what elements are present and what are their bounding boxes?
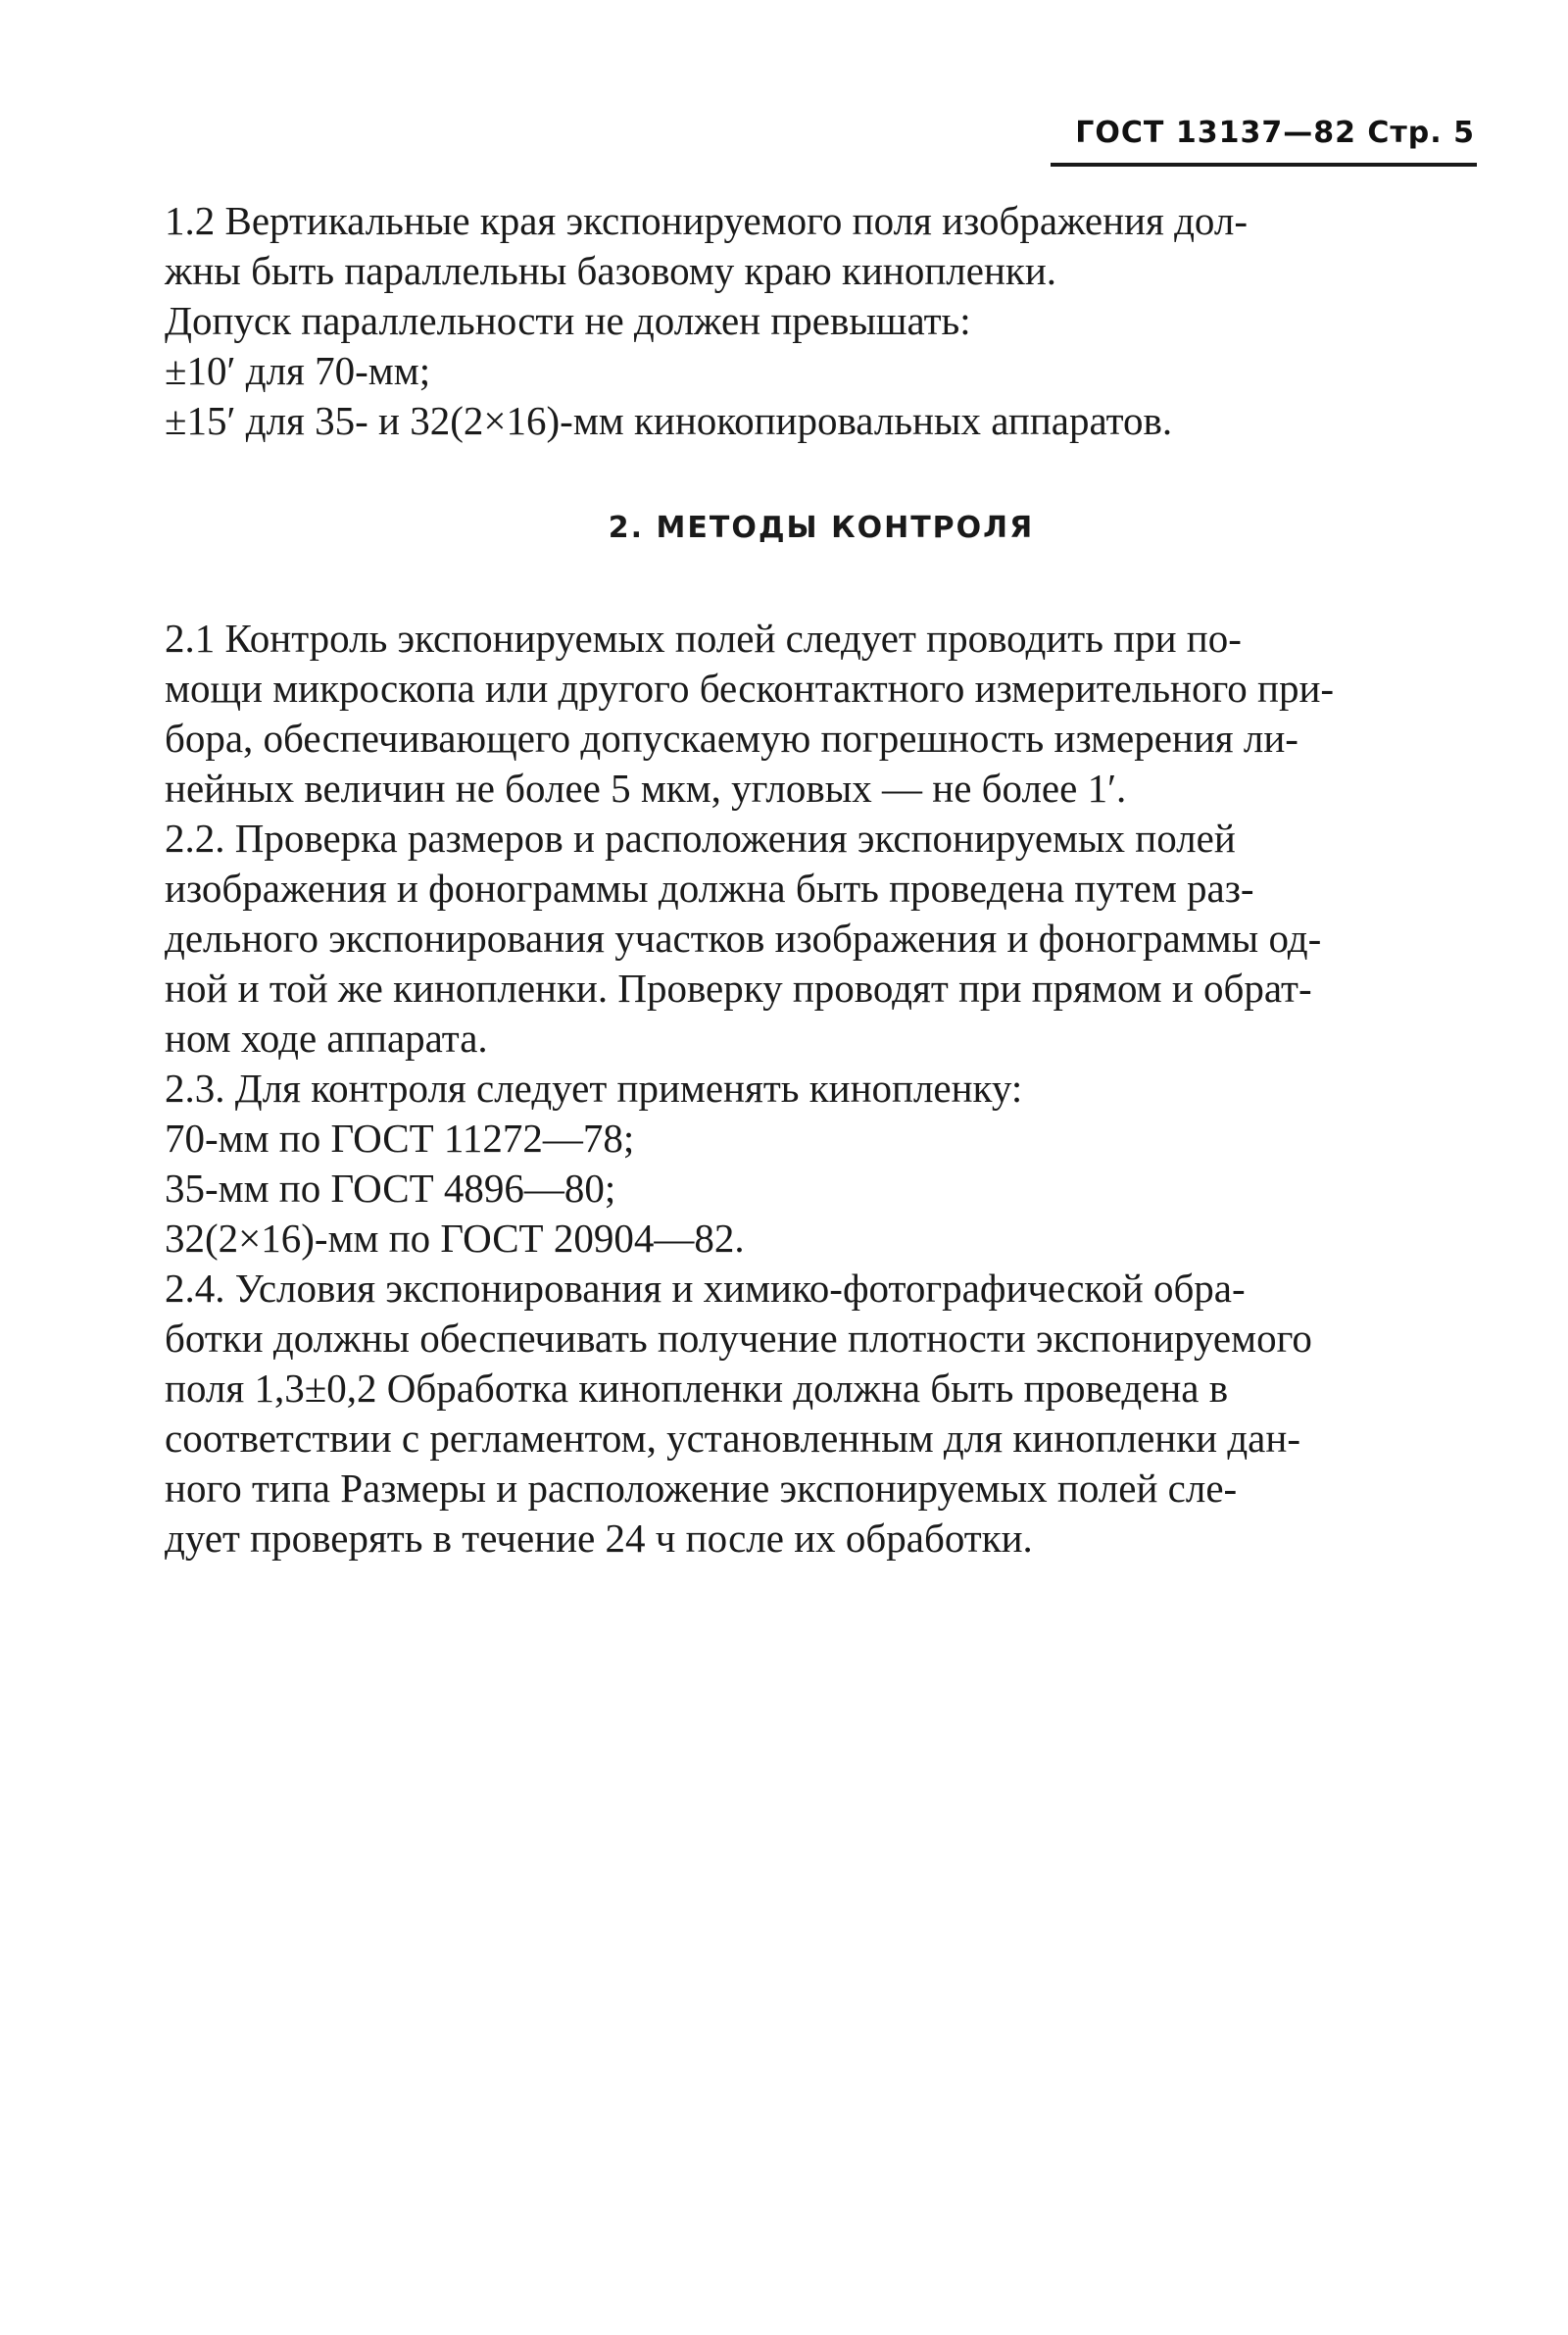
- text-line: 2.2. Проверка размеров и расположения экспонируемых полей: [165, 816, 1236, 861]
- text-line: 1.2 Вертикальные края экспонируемого поля изображения дол-: [165, 198, 1248, 243]
- paragraph-2-4: [165, 1264, 1478, 1564]
- text-line: соответствии с регламентом, установленным для кинопленки дан-: [165, 1416, 1300, 1461]
- text-line: нейных величин не более 5 мкм, угловых — не более 1′.: [165, 766, 1127, 811]
- text-line: дует проверять в течение 24 ч после их обработки.: [165, 1515, 1033, 1561]
- section-title: 2. МЕТОДЫ КОНТРОЛЯ: [608, 511, 1035, 545]
- text-line: изображения и фонограммы должна быть проведена путем раз-: [165, 866, 1254, 911]
- text-line: ботки должны обеспечивать получение плотности экспонируемого: [165, 1316, 1312, 1361]
- text-line: 2.4. Условия экспонирования и химико-фотографической обра-: [165, 1266, 1246, 1311]
- text-line: мощи микроскопа или другого бесконтактного измерительного при-: [165, 666, 1335, 711]
- text-line: ного типа Размеры и расположение экспонируемых полей сле-: [165, 1466, 1238, 1511]
- list-item: 32(2×16)-мм по ГОСТ 20904—82.: [165, 1216, 745, 1261]
- text-line: дельного экспонирования участков изображения и фонограммы од-: [165, 916, 1322, 961]
- text-line: 2.3. Для контроля следует применять кинопленку:: [165, 1066, 1023, 1111]
- body-text: [165, 196, 1478, 1564]
- list-item: 70-мм по ГОСТ 11272—78;: [165, 1116, 635, 1161]
- text-line: поля 1,3±0,2 Обработка кинопленки должна быть проведена в: [165, 1366, 1229, 1411]
- list-item: 35-мм по ГОСТ 4896—80;: [165, 1166, 616, 1211]
- text-line: ±10′ для 70-мм;: [165, 348, 431, 393]
- paragraph-1-2: [165, 196, 1478, 446]
- text-line: ном ходе аппарата.: [165, 1016, 488, 1061]
- text-line: бора, обеспечивающего допускаемую погрешность измерения ли-: [165, 716, 1298, 761]
- paragraph-2-1: [165, 614, 1478, 814]
- paragraph-2-2: [165, 814, 1478, 1064]
- text-line: Допуск параллельности не должен превышать:: [165, 298, 971, 343]
- header-rule: [1051, 163, 1477, 167]
- paragraph-2-3: [165, 1064, 1478, 1264]
- text-line: жны быть параллельны базовому краю кинопленки.: [165, 248, 1057, 293]
- text-line: ±15′ для 35- и 32(2×16)-мм кинокопировальных аппаратов.: [165, 398, 1173, 443]
- text-line: 2.1 Контроль экспонируемых полей следует проводить при по-: [165, 616, 1242, 661]
- text-line: ной и той же кинопленки. Проверку проводят при прямом и обрат-: [165, 966, 1312, 1011]
- running-head: ГОСТ 13137—82 Стр. 5: [1075, 116, 1475, 150]
